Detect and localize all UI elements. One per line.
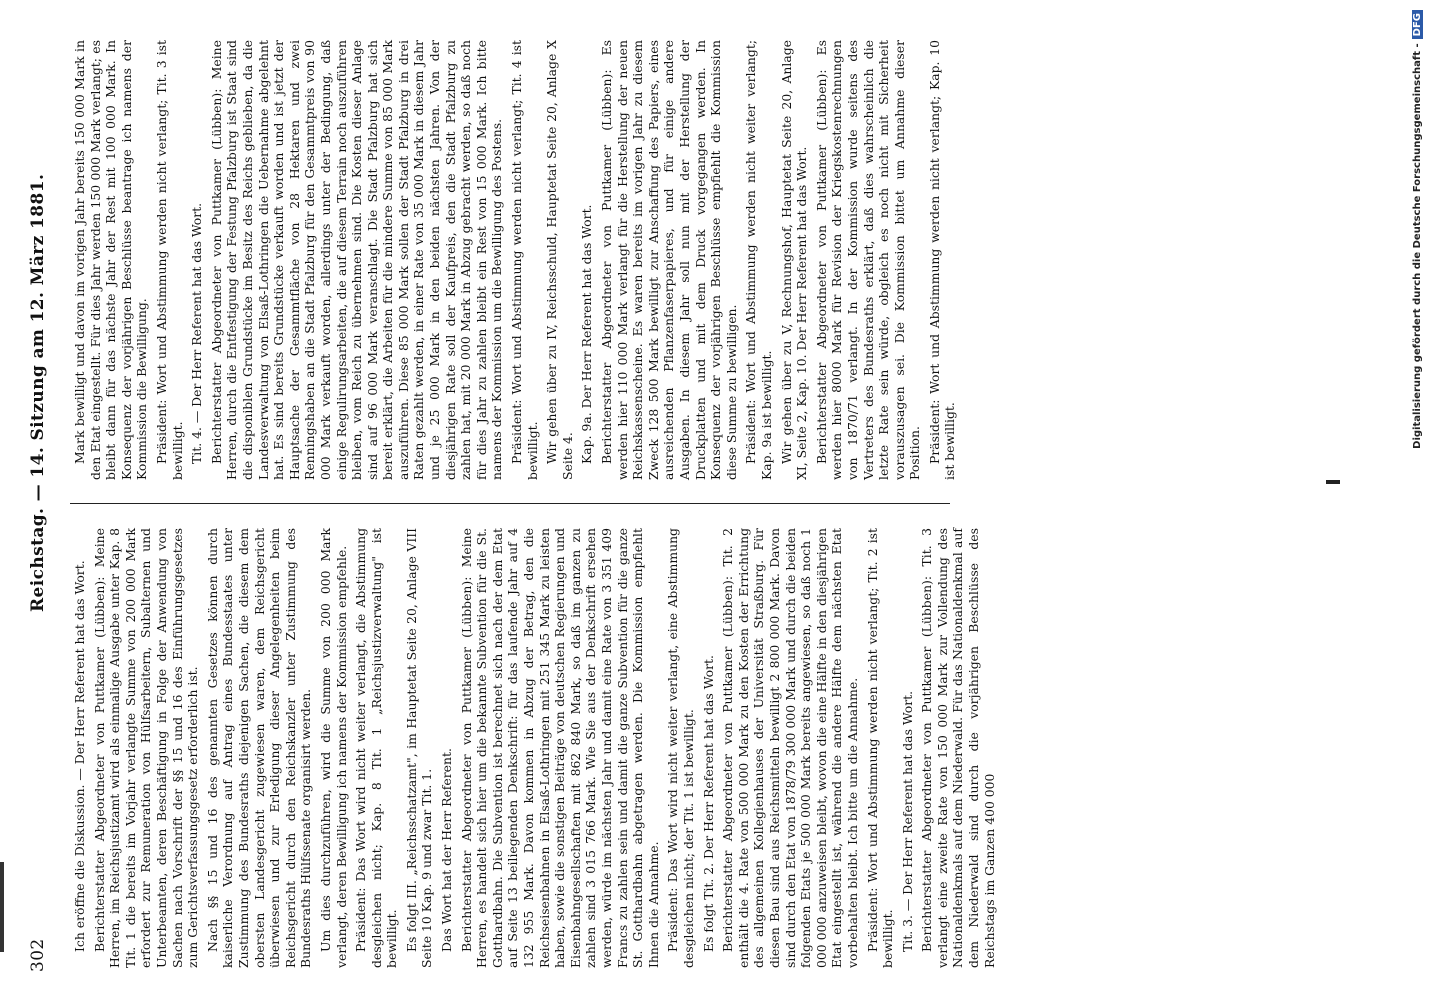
paragraph: Tit. 3. — Der Herr Referent hat das Wort. [899,690,915,952]
page-header [28,0,60,972]
paragraph: Berichterstatter Abgeordneter von Puttkamer (Lübben): Es werden hier 8000 Mark für Revision der Kriegskostenrechnungen von 1870/71 verlangt. In der Kommission wurde seitens des Vertreters des Bundesraths erklärt, daß dies wahrscheinlich die letzte Rate sein würde, obgleich es noch nicht mit Sicherheit vorauszusagen sei. Die Kommission bittet um Annahme dieser Position. [813,40,923,480]
column-divider [70,503,950,504]
paragraph: Berichterstatter Abgeordneter von Puttkamer (Lübben): Meine Herren, durch die Entfestigung der Festung Pfalzburg ist Staat sind die disponiblen Grundstücke im Besitz des Reichs geblieben, da die Landesverwaltung von Elsaß-Lothringen die Uebernahme abgelehnt hat. Es sind bereits Grundstücke verkauft worden und ist jetzt der Hauptsache der Gesammtfläche von 28 Hektaren und zwei Renningshaben an die Stadt Pfalzburg für den Gesammtpreis von 90 000 Mark verkauft worden, allerdings unter der Bedingung, daß einige Regulirungsarbeiten, die auf diesem Terrain noch auszuführen bleiben, vom Reich zu übernehmen sind. Die Kosten dieser Anlage sind auf 96 000 Mark veranschlagt. Die Stadt Pfalzburg hat sich bereit erklärt, die Arbeiten für die mindere Summe von 85 000 Mark auszuführen. Diese 85 000 Mark sollen der Stadt Pfalzburg in drei Raten gezahlt werden, in einer Rate von 35 000 Mark in diesem Jahr und je 25 000 Mark in den beiden nächsten Jahren. Von der diesjährigen Rate soll der Kaufpreis, den die Stadt Pfalzburg zu zahlen hat, mit 20 000 Mark in Abzug gebracht werden, so daß noch für dies Jahr zu zahlen bleibt ein Rest von 15 000 Mark. Ich bitte namens der Kommission um die Bewilligung des Postens. [208,40,505,480]
paragraph: Wir gehen über zu IV, Reichsschuld, Hauptetat Seite 20, Anlage X Seite 4. [544,40,575,480]
paragraph: Berichterstatter Abgeordneter von Puttkamer (Lübben): Meine Herren, es handelt sich hier um die bekannte Subvention für die St. Gotthardbahn. Die Subvention ist berechnet sich nach der dem Etat auf Seite 13 beiliegenden Denkschrift: für das laufende Jahr auf 4 132 955 Mark. Davon kommen in Abzug der Betrag, den die Reichseisenbahnen in Elsaß-Lothringen mit 251 345 Mark zu leisten haben, sowie die sonstigen Beiträge von deutschen Regierungen und Eisenbahngesellschaften mit 862 840 Mark, so daß im ganzen zu zahlen sind 3 015 766 Mark. Wie Sie aus der Denkschrift ersehen werden, würde im nächsten Jahr und damit eine Rate von 3 351 409 Francs zu zahlen sein und damit die ganze Subvention für die ganze St. Gotthardbahn abgetragen werden. Die Kommission empfiehlt Ihnen die Annahme. [458,528,661,968]
paragraph: Wir gehen über zu V, Rechnungshof, Hauptetat Seite 20, Anlage XI, Seite 2, Kap. 10. Der Herr Referent hat das Wort. [778,40,810,480]
paragraph: Präsident: Wort und Abstimmung werden nicht verlangt; Tit. 3 ist bewilligt. [153,40,185,480]
watermark-text-line [1412,10,1428,990]
paragraph: Ich eröffne die Diskussion. — Der Herr Referent hat das Wort. [72,560,87,952]
paragraph: Mark bewilligt und davon im vorigen Jahr bereits 150 000 Mark in den Etat eingestellt. Für dies Jahr werden 150 000 Mark verlangt; es bleibt dann für das nächste Jahr der Rest mit 100 000 Mark. In Konsequenz der vorjährigen Beschlüsse beantrage ich namens der Kommission die Bewilligung. [72,40,150,480]
right-column [72,40,958,480]
scan-artifact [1326,480,1340,484]
paragraph: Tit. 4. — Der Herr Referent hat das Wort. [189,202,205,464]
paragraph: Berichterstatter Abgeordneter von Puttkamer (Lübben): Tit. 2 enthält die 4. Rate von 500 000 Mark zu den Kosten der Errichtung des allgemeinen Kollegienhauses der Universität Straßburg. Für diesen Bau sind aus Reichsmitteln bewilligt 2 800 000 Mark. Davon sind durch den Etat von 1878/79 300 000 Mark und durch die beiden folgenden Etats je 500 000 Mark bereits angewiesen, so daß noch 1 000 000 anzuweisen bleibt, wovon die eine Hälfte in den diesjährigen Etat eingestellt ist, während die andere Hälfte dem nächsten Etat vorbehalten bleibt. Ich bitte um die Annahme. [720,528,860,968]
left-column [72,528,997,968]
paragraph: Kap. 9a. Der Herr Referent hat das Wort. [579,204,595,464]
paragraph: Es folgt III. „Reichsschatzamt", im Hauptetat Seite 20, Anlage VIII Seite 10 Kap. 9 und zwar Tit. 1. [403,528,435,968]
digitization-watermark [1412,10,1428,990]
paragraph: Um dies durchzuführen, wird die Summe von 200 000 Mark verlangt, deren Bewilligung ich namens der Kommission empfehle. [317,528,349,968]
page-number: 302 [28,938,48,972]
paragraph: Präsident: Wort und Abstimmung werden nicht verlangt; Kap. 10 ist bewilligt. [926,40,958,480]
paragraph: Es folgt Tit. 2. Der Herr Referent hat das Wort. [700,655,716,952]
paragraph: Präsident: Das Wort wird nicht weiter verlangt, eine Abstimmung desgleichen nicht; der Tit. 1 ist bewilligt. [665,528,696,968]
paragraph: Berichterstatter Abgeordneter von Puttkamer (Lübben): Es werden hier 110 000 Mark verlangt für die Herstellung der neuen Reichskassenscheine. Es waren bereits im vorigen Jahr zu diesem Zweck 128 500 Mark bewilligt zur Anschaffung des Papiers, eines ausreichenden Pflanzenfaserpapieres, und für einige andere Ausgaben. In diesem Jahr soll nun mit der Herstellung der Druckplatten und mit dem Druck vorgegangen werden. In Konsequenz der vorjährigen Beschlüsse empfiehlt die Kommission diese Summe zu bewilligen. [599,40,739,480]
watermark-text: Digitalisierung gefördert durch die Deutsche Forschungsgemeinschaft - [1412,43,1423,449]
paragraph: Präsident: Das Wort wird nicht weiter verlangt, die Abstimmung desgleichen nicht; Kap. 8 Tit. 1 „Reichsjustizverwaltung" ist bewilligt. [353,528,400,968]
scan-artifact [0,862,4,952]
paragraph: Berichterstatter Abgeordneter von Puttkamer (Lübben): Tit. 3 verlangt eine zweite Rate von 150 000 Mark zur Vollendung des Nationaldenkmals auf dem Niederwald. Für das Nationaldenkmal auf dem Niederwald sind durch die vorjährigen Beschlüsse des Reichstags im Ganzen 400 000 [919,528,997,968]
running-title: Reichstag. — 14. Sitzung am 12. März 1881. [28,173,48,612]
paragraph: Das Wort hat der Herr Referent. [439,748,455,952]
paragraph: Präsident: Wort und Abstimmung werden nicht verlangt; Tit. 2 ist bewilligt. [864,528,896,968]
dfg-logo: DFG [1412,10,1423,39]
paragraph: Nach §§ 15 und 16 des genannten Gesetzes können durch kaiserliche Verordnung auf Antrag eines Bundesstaates unter Zustimmung des Bundesraths diejenigen Sachen, die diesem dem obersten Landesgericht zugewiesen waren, dem Reichsgericht überwiesen und zur Erledigung dieser Angelegenheiten beim Reichsgericht durch den Reichskanzler unter Zustimmung des Bundesraths Hülfssenate organisirt werden. [204,528,314,968]
paragraph: Berichterstatter Abgeordneter von Puttkamer (Lübben): Meine Herren, im Reichsjustizamt wird als einmalige Ausgabe unter Kap. 8 Tit. 1 die bereits im Vorjahr verlangte Summe von 200 000 Mark erfordert zur Remuneration von Hülfsarbeitern, Subalternen und Unterbeamten, deren Beschäftigung in Folge der Anwendung von Sachen nach Vorschrift der §§ 15 und 16 des Einführungsgesetzes zum Gerichtsverfassungsgesetz erforderlich ist. [91,528,201,968]
paragraph: Präsident: Wort und Abstimmung werden nicht weiter verlangt; Kap. 9a ist bewilligt. [743,40,774,480]
paragraph: Präsident: Wort und Abstimmung werden nicht verlangt; Tit. 4 ist bewilligt. [509,40,540,480]
